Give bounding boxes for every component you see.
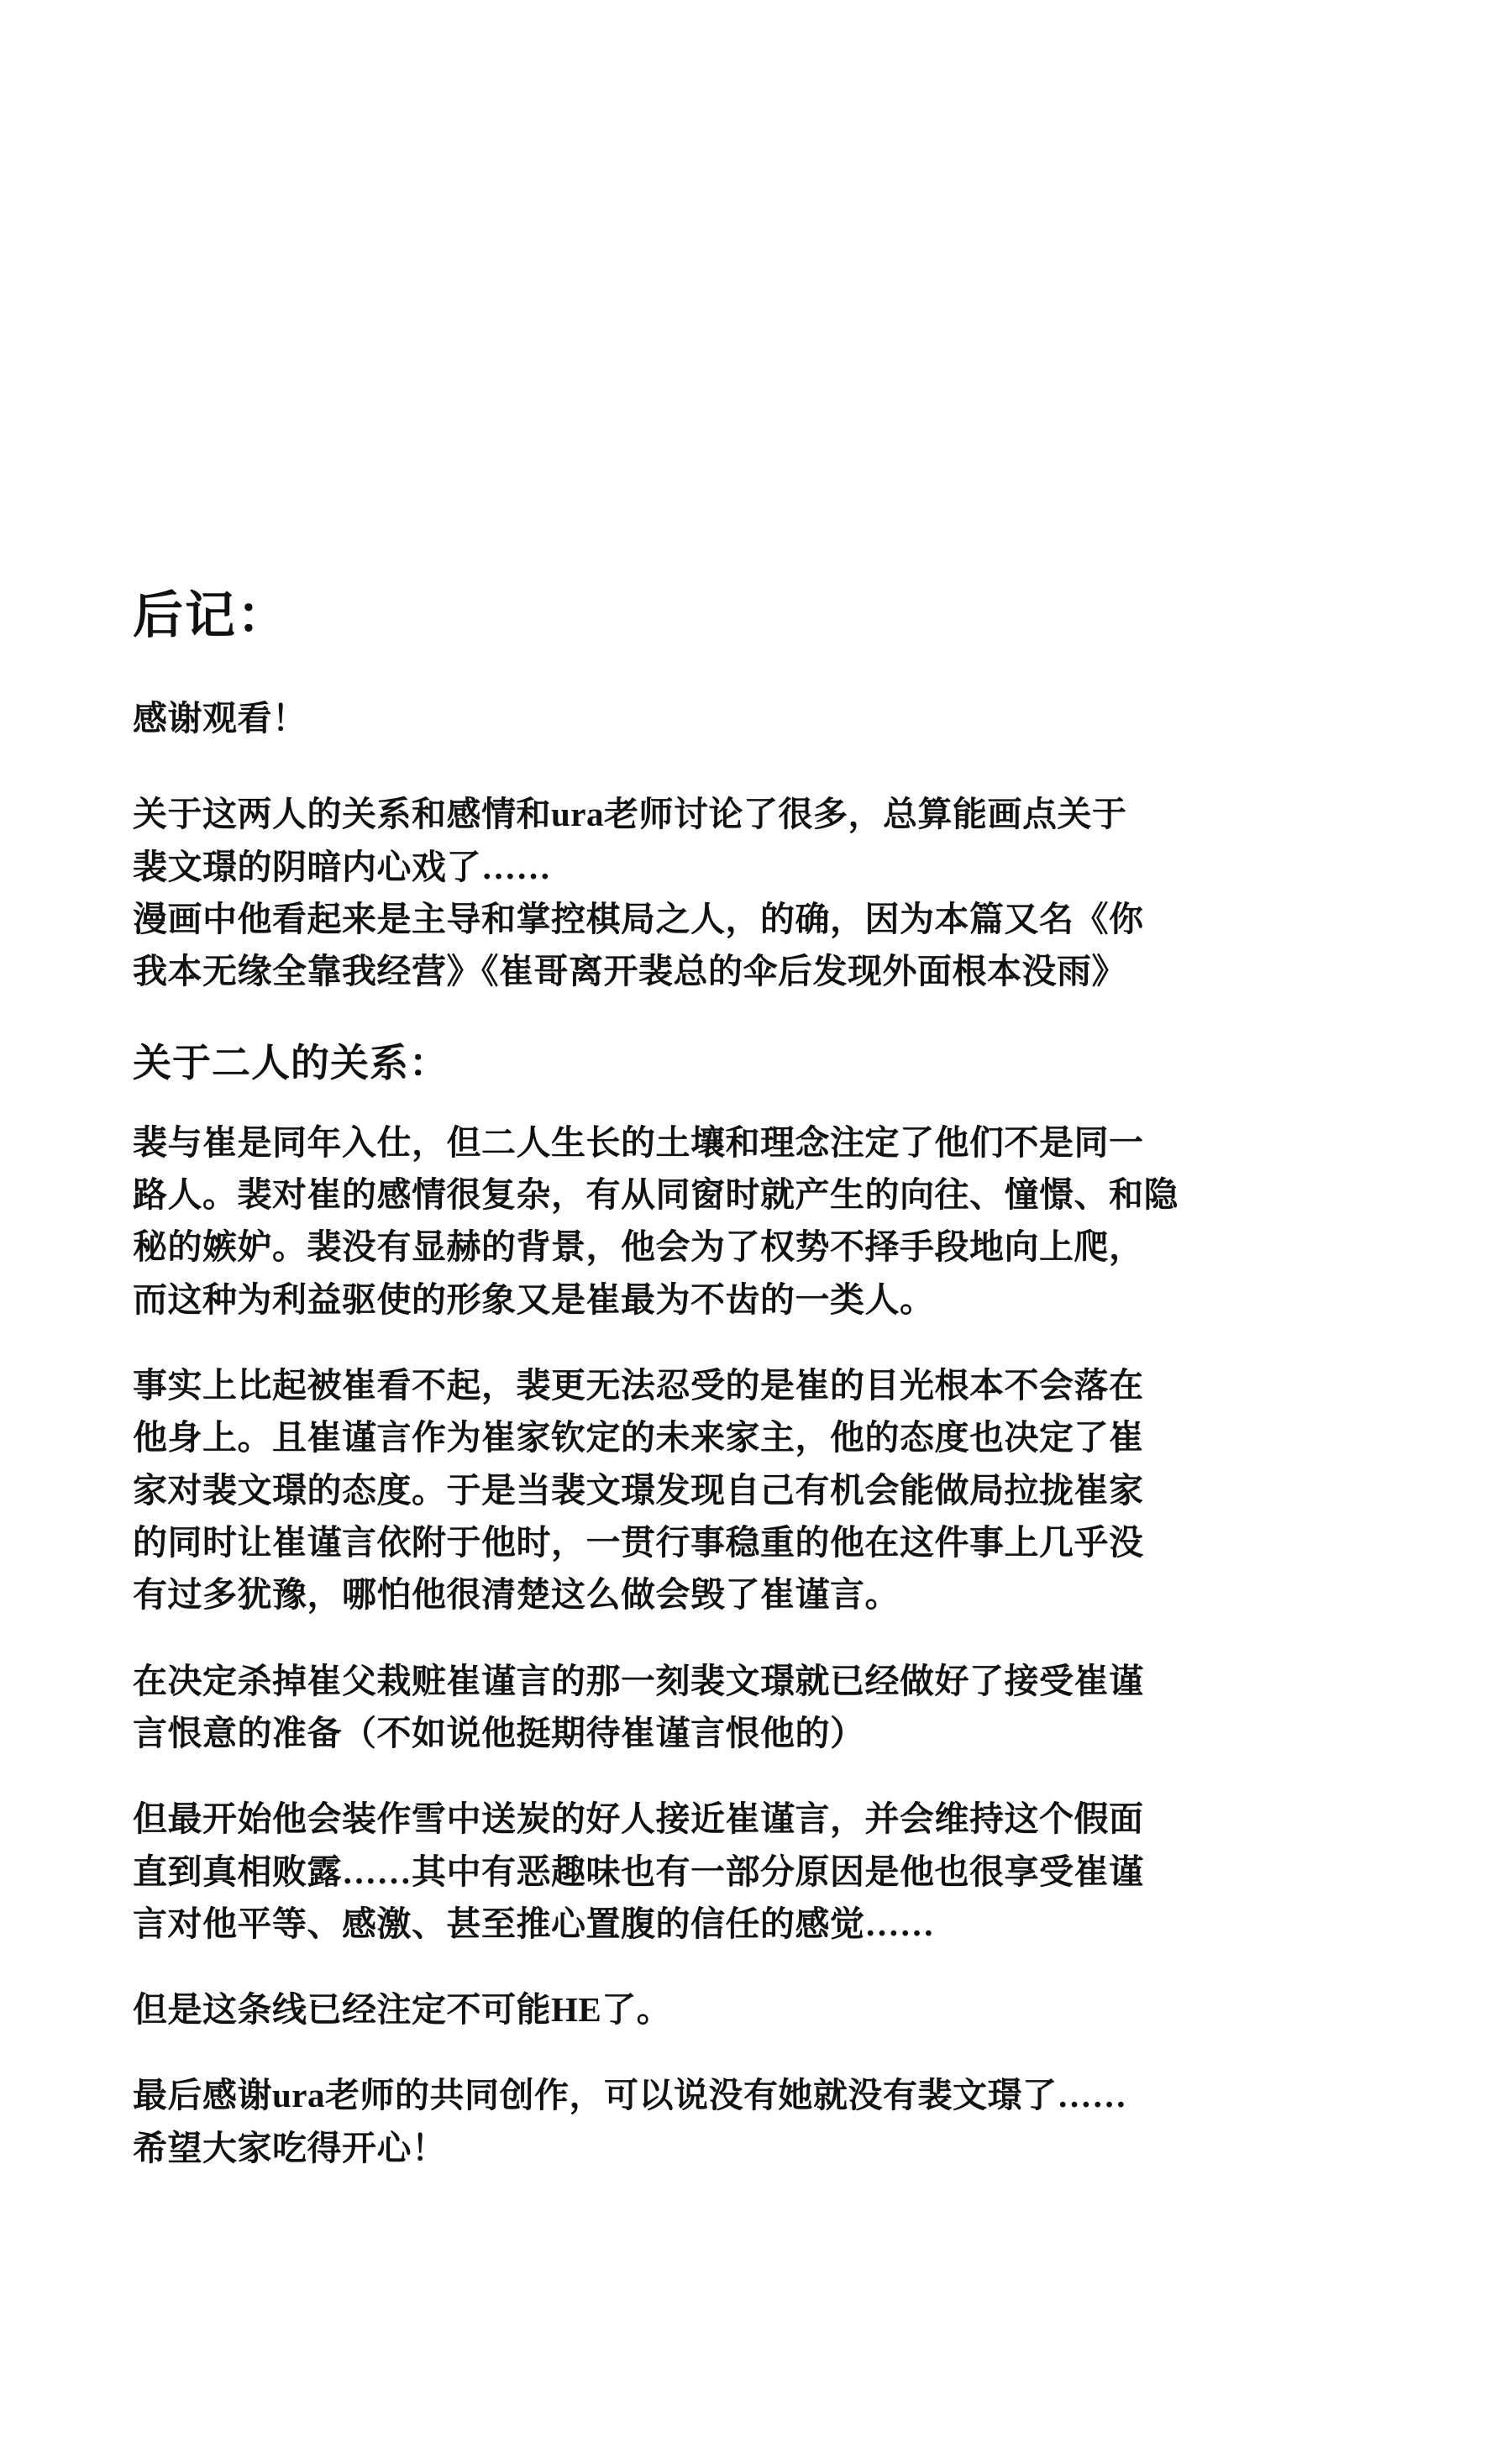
text-line: 但是这条线已经注定不可能HE了。 — [133, 1990, 672, 2030]
text-line: 希望大家吃得开心！ — [133, 2128, 447, 2167]
paragraph-ending — [133, 1983, 1369, 2035]
paragraph-intro — [133, 788, 1369, 997]
text-line: 我本无缘全靠我经营》《崔哥离开裴总的伞后发现外面根本没雨》 — [133, 952, 1126, 991]
page-title: 后记： — [133, 588, 289, 643]
text-line: 而这种为利益驱使的形象又是崔最为不齿的一类人。 — [133, 1279, 935, 1319]
thanks-line: 感谢观看！ — [133, 699, 307, 738]
text-line: 漫画中他看起来是主导和掌控棋局之人，的确，因为本篇又名《你 — [133, 899, 1144, 938]
text-line: 裴文璟的阴暗内心戏了…… — [133, 847, 551, 886]
text-line: 最后感谢ura老师的共同创作，可以说没有她就没有裴文璟了…… — [133, 2076, 1127, 2115]
section-heading: 关于二人的关系： — [133, 1041, 449, 1085]
paragraph-mask — [133, 1793, 1369, 1950]
text-line: 他身上。且崔谨言作为崔家钦定的未来家主，他的态度也决定了崔 — [133, 1418, 1144, 1458]
afterword-body — [133, 692, 1369, 2174]
text-line: 裴与崔是同年入仕，但二人生长的土壤和理念注定了他们不是同一 — [133, 1122, 1144, 1162]
text-line: 的同时让崔谨言依附于他时，一贯行事稳重的他在这件事上几乎没 — [133, 1522, 1144, 1562]
text-line: 有过多犹豫，哪怕他很清楚这么做会毁了崔谨言。 — [133, 1575, 900, 1615]
text-line: 在决定杀掉崔父栽赃崔谨言的那一刻裴文璟就已经做好了接受崔谨 — [133, 1661, 1144, 1700]
text-line: 家对裴文璟的态度。于是当裴文璟发现自己有机会能做局拉拢崔家 — [133, 1470, 1144, 1510]
text-line: 言恨意的准备（不如说他挺期待崔谨言恨他的） — [133, 1713, 865, 1752]
text-line: 言对他平等、感激、甚至推心置腹的信任的感觉…… — [133, 1904, 935, 1943]
text-line: 直到真相败露……其中有恶趣味也有一部分原因是他也很享受崔谨 — [133, 1852, 1144, 1891]
paragraph-credits — [133, 2069, 1369, 2174]
text-line: 路人。裴对崔的感情很复杂，有从同窗时就产生的向往、憧憬、和隐 — [133, 1175, 1179, 1215]
paragraph-decision — [133, 1655, 1369, 1760]
text-line: 但最开始他会装作雪中送炭的好人接近崔谨言，并会维持这个假面 — [133, 1799, 1144, 1839]
paragraph-relationship — [133, 1116, 1369, 1326]
text-line: 事实上比起被崔看不起，裴更无法忍受的是崔的目光根本不会落在 — [133, 1366, 1144, 1405]
paragraph-motivation — [133, 1359, 1369, 1621]
text-line: 秘的嫉妒。裴没有显赫的背景，他会为了权势不择手段地向上爬， — [133, 1227, 1144, 1267]
text-line: 关于这两人的关系和感情和ura老师讨论了很多，总算能画点关于 — [133, 795, 1127, 834]
